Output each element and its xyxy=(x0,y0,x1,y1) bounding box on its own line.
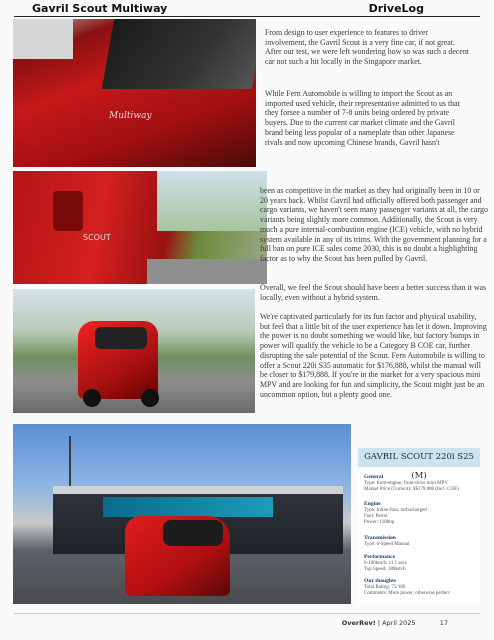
spec-line: Market Price (Current): S$179,888 (Incl. COE) xyxy=(364,487,459,493)
spec-line: Type: 6-Speed Manual xyxy=(364,542,410,547)
article-paragraph: Overall, we feel the Scout should have been a better success than it was locally, even without a hybrid system. xyxy=(260,283,487,302)
spec-section-general xyxy=(364,474,479,493)
article-paragraph: From design to user experience to features to driver involvement, the Gavril Scout is a very fine car, if not great. After our test, we were left wondering how so was such a decent car not such a hit locally in the Singapore market. xyxy=(265,28,469,67)
spec-line: Top Speed: 180km/h xyxy=(364,567,406,573)
photo-road xyxy=(147,259,267,284)
spec-box xyxy=(358,448,480,604)
spec-heading: Engine xyxy=(364,501,381,507)
photo-sky xyxy=(13,19,73,59)
photo-building xyxy=(13,424,351,604)
spec-title: GAVRIL SCOUT 220i S25 (M) xyxy=(358,448,480,467)
photo-rear-window xyxy=(95,327,147,349)
footer-brand: OverRev! xyxy=(341,619,376,627)
spec-section-performance xyxy=(364,554,479,573)
photo-badge-text: SCOUT xyxy=(83,233,111,242)
page-header xyxy=(0,0,494,17)
article-paragraph: We're captivated particularly for its fun factor and physical usability, but feel that a little bit of the user experience has let it down. Improving the power is no doubt something we would like, but factory bumps in power will qualify the vehicle to be a Category B COE car, further disrupting the sale potential of the Scout. Fern Automobile is willing to offer a Scout 220i S35 automatic for $176,888, whilst the manual will be closer to $179,888. If you're in the market for a very spacious mini MPV and are looking for fun and simplicity, the Scout might just be an uncommon option, but a plenty good one. xyxy=(260,312,487,399)
photo-car-window xyxy=(163,520,223,546)
photo-side-badge xyxy=(13,19,256,167)
spec-line: Power: 118bhp xyxy=(364,520,395,526)
page-number: 17 xyxy=(439,619,448,627)
photo-rear-badge xyxy=(13,171,267,284)
spec-line: Fuel: Petrol xyxy=(364,514,388,520)
spec-section-thoughts xyxy=(364,578,479,597)
photo-sky xyxy=(157,171,267,231)
photo-rear-road xyxy=(13,289,255,413)
spec-section-engine xyxy=(364,501,479,527)
spec-line: 0-100km/h: 11.1 secs xyxy=(364,561,407,566)
spec-heading: Transmission xyxy=(364,535,396,541)
footer-rule xyxy=(14,613,480,614)
spec-line: Comments: More power, otherwise perfect xyxy=(364,591,450,597)
photo-tail-lamp xyxy=(53,191,83,231)
spec-heading: Our thoughts xyxy=(364,578,397,584)
spec-section-transmission xyxy=(364,535,479,548)
article-paragraph: While Fern Automobile is willing to import the Scout as an imported used vehicle, their representative admitted to us that they forsee a number of 7-8 units being ordered by private buyers. Due to the current car market climate and the Gavril brand being less popular of a nameplate than other Japanese rivals and now upcoming Chinese brands, Gavril hasn't xyxy=(265,89,460,147)
footer-separator: | xyxy=(377,619,381,627)
spec-line: Type: front-engine, front-drive mini MPV xyxy=(364,481,448,486)
photo-billboard xyxy=(103,497,273,517)
spec-heading: General xyxy=(364,474,384,480)
spec-line: Total Rating: 75/100 xyxy=(364,585,406,590)
footer-date: April 2025 xyxy=(382,619,416,627)
header-section: DriveLog xyxy=(368,2,424,15)
header-title: Gavril Scout Multiway xyxy=(32,2,168,15)
spec-line: Type: Inline-four, turbocharged xyxy=(364,508,427,513)
photo-badge-text: Multiway xyxy=(109,111,152,121)
photo-wheel xyxy=(83,389,101,407)
article-paragraph: been as competitive in the market as they had originally been in 10 or 20 years back. Whilst Gavril had officially offered both passenger and cargo variants, we haven't seen many passenger variants at all, the cargo variants being slightly more common. Additionally, the Scout is very much a pure internal-combustion engine (ICE) vehicle, with no hybrid system available in any of its trims. With the government planning for a full ban on pure ICE sales come 2030, this is no doubt a highlighting factor as to why the Scout has been pulled by Gavril. xyxy=(260,186,488,263)
page-footer xyxy=(342,619,448,627)
header-rule xyxy=(14,16,480,17)
photo-window xyxy=(102,19,256,89)
spec-heading: Performance xyxy=(364,554,396,560)
photo-wheel xyxy=(141,389,159,407)
